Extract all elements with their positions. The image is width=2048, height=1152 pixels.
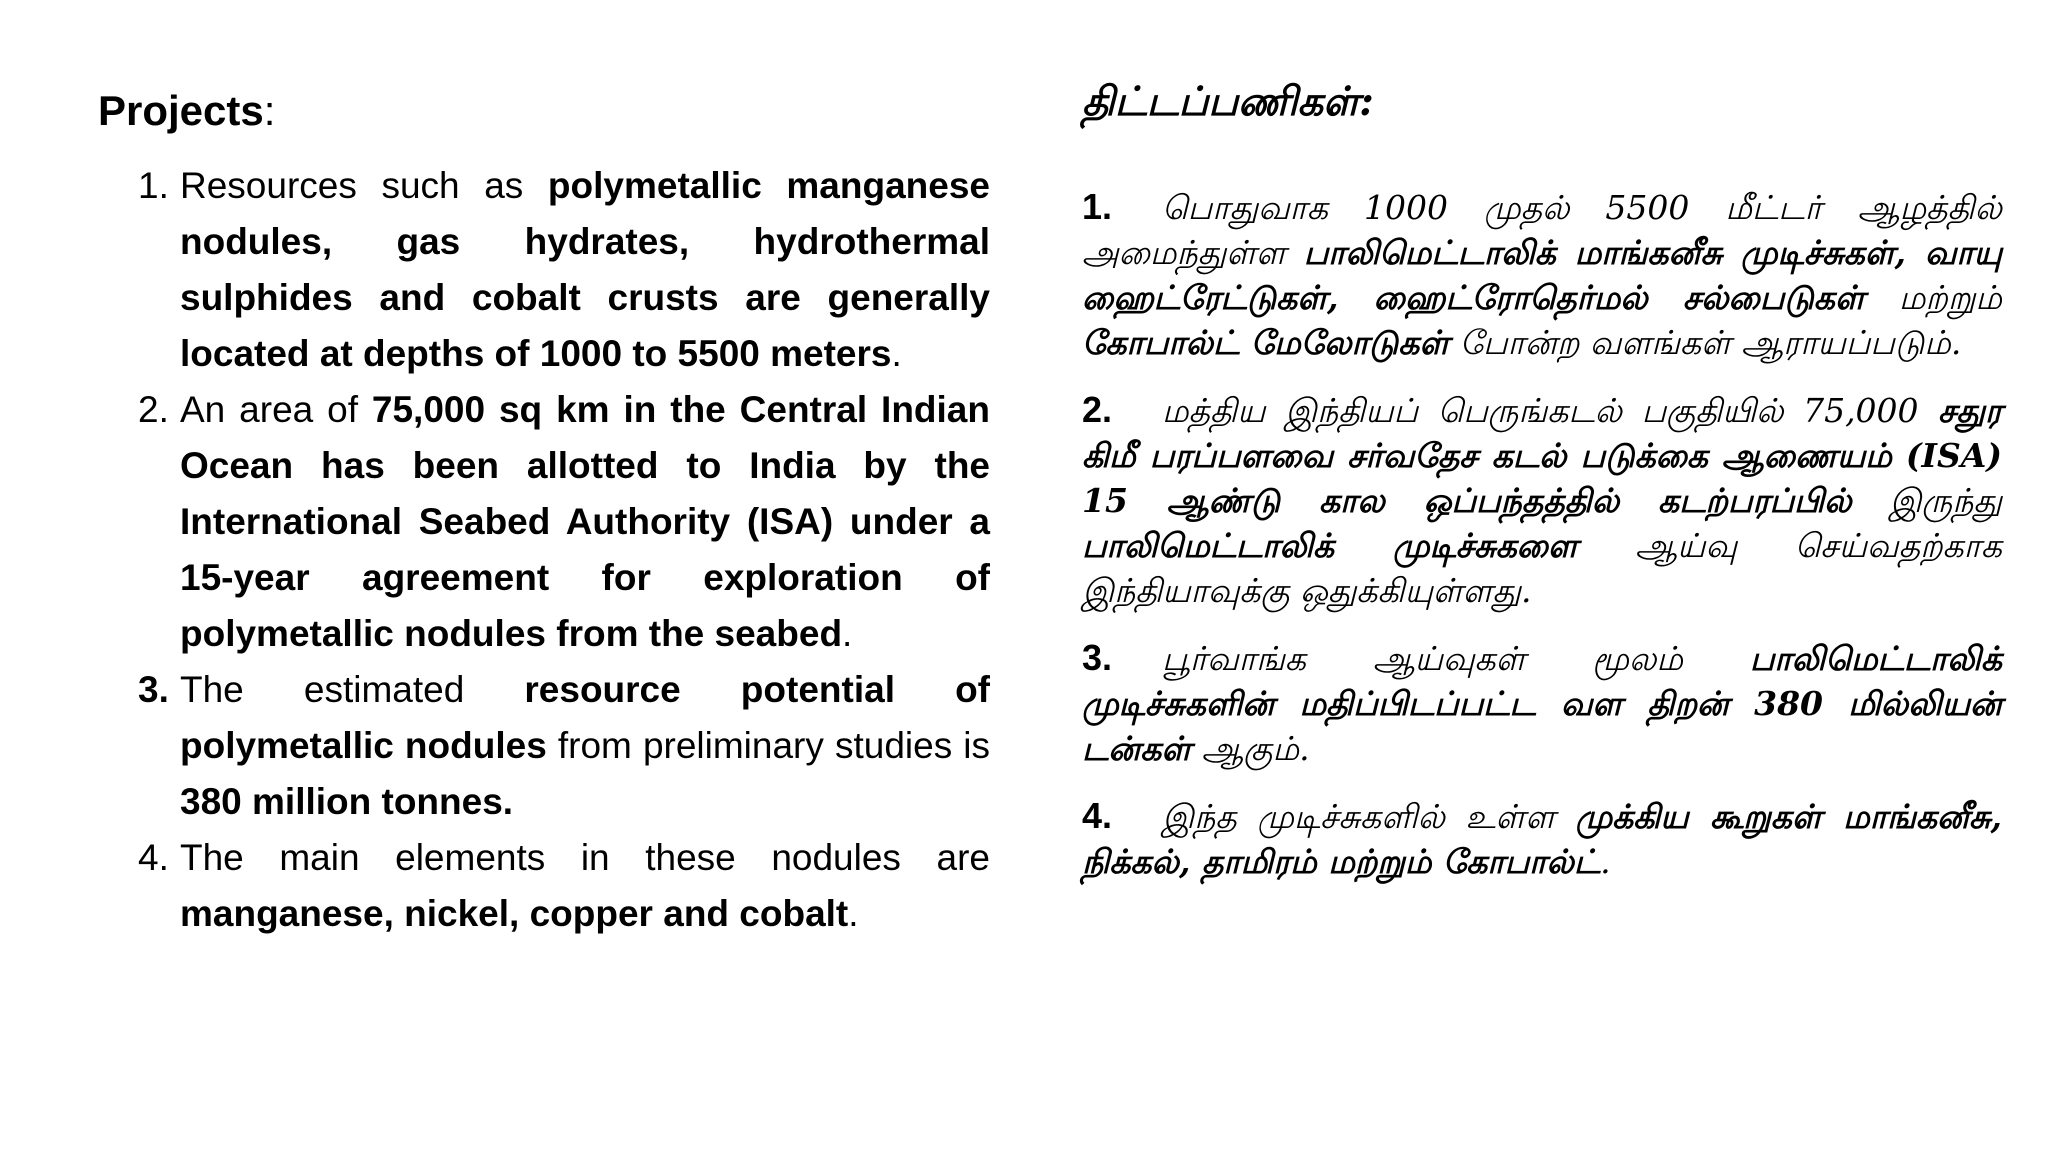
english-list xyxy=(98,158,990,942)
item-text xyxy=(180,669,990,822)
bold-text-run: 380 million tonnes. xyxy=(180,781,514,823)
text-run: இருந்து xyxy=(1851,481,2002,520)
text-run: Resources such as xyxy=(180,165,548,207)
tamil-list xyxy=(1082,184,2002,884)
item-text xyxy=(1082,391,2002,610)
bold-text-run: 75,000 sq km in the Central Indian Ocean has been allotted to India by the International Seabed Authority (ISA) under a 15-year agreement for exploration of polymetallic nodules from the seabed xyxy=(180,389,990,655)
bold-text-run: சதுர கிமீ பரப்பளவை சர்வதேச கடல் படுக்கை ஆணையம் (ISA) 15 ஆண்டு கால ஒப்பந்தத்தில் கடற்பரப்பில் xyxy=(1082,391,2002,520)
text-run: from preliminary studies is xyxy=(546,725,990,767)
text-run: பொதுவாக 1000 முதல் 5500 மீட்டர் ஆழத்தில் அமைந்துள்ள xyxy=(1082,188,2002,272)
item-number: 2. xyxy=(138,389,169,431)
english-list-item-2 xyxy=(138,382,990,662)
english-column xyxy=(98,86,990,942)
text-run: இந்த முடிச்சுகளில் உள்ள xyxy=(1162,797,1576,836)
bold-text-run: பாலிமெட்டாலிக் முடிச்சுகளின் மதிப்பிடப்பட்ட வள திறன் 380 மில்லியன் டன்கள் xyxy=(1082,639,2002,768)
item-number: 1. xyxy=(1082,186,1113,227)
text-run: An area of xyxy=(180,389,372,431)
tamil-column xyxy=(1082,78,2002,906)
item-text xyxy=(1082,797,2002,881)
bold-text-run: பாலிமெட்டாலிக் முடிச்சுகளை xyxy=(1082,526,1578,565)
item-text xyxy=(180,165,990,374)
item-number: 1. xyxy=(138,165,169,207)
text-run: The main elements in these nodules are xyxy=(180,837,990,879)
english-list-item-3 xyxy=(138,662,990,830)
tamil-list-item-4 xyxy=(1082,793,2002,884)
text-run: The estimated xyxy=(180,669,525,711)
tamil-list-item-3 xyxy=(1082,635,2002,771)
text-run: மற்றும் xyxy=(1864,278,2002,317)
item-number: 2. xyxy=(1082,389,1113,430)
text-run: ஆகும். xyxy=(1191,729,1310,768)
bold-text-run: resource potential of polymetallic nodules xyxy=(180,669,990,767)
english-list-item-1 xyxy=(138,158,990,382)
item-text xyxy=(1082,639,2002,768)
english-list-item-4 xyxy=(138,830,990,942)
bold-text-run: முக்கிய கூறுகள் மாங்கனீசு, நிக்கல், தாமிரம் மற்றும் கோபால்ட் xyxy=(1082,797,2002,881)
item-number: 4. xyxy=(1082,795,1113,836)
item-number: 4. xyxy=(138,837,169,879)
bold-text-run: பாலிமெட்டாலிக் மாங்கனீசு முடிச்சுகள், வாயு ஹைட்ரேட்டுகள், ஹைட்ரோதெர்மல் சல்பைடுகள் xyxy=(1082,233,2002,317)
bold-text-run: கோபால்ட் மேலோடுகள் xyxy=(1082,323,1450,362)
text-run: போன்ற வளங்கள் ஆராயப்படும். xyxy=(1449,323,1962,362)
text-run: . xyxy=(842,613,853,655)
text-run: . xyxy=(1600,842,1611,881)
item-text xyxy=(180,837,990,934)
tamil-heading: திட்டப்பணிகள்: xyxy=(1082,78,1374,125)
item-number: 3. xyxy=(138,669,169,711)
tamil-list-item-1 xyxy=(1082,184,2002,365)
item-text xyxy=(180,389,990,654)
item-text xyxy=(1082,188,2002,362)
item-number: 3. xyxy=(1082,637,1113,678)
english-heading: Projects: xyxy=(98,87,276,134)
bold-text-run: polymetallic manganese nodules, gas hydrates, hydrothermal sulphides and cobalt crusts are generally located at depths of 1000 to 5500 meters xyxy=(180,165,990,375)
text-run: ஆய்வு செய்வதற்காக இந்தியாவுக்கு ஒதுக்கியுள்ளது. xyxy=(1082,526,2002,610)
text-run: மத்திய இந்தியப் பெருங்கடல் பகுதியில் 75,000 xyxy=(1162,391,1939,430)
text-run: பூர்வாங்க ஆய்வுகள் மூலம் xyxy=(1162,639,1750,678)
bold-text-run: manganese, nickel, copper and cobalt xyxy=(180,893,849,935)
text-run: . xyxy=(891,333,902,375)
tamil-list-item-2 xyxy=(1082,387,2002,613)
text-run: . xyxy=(848,893,859,935)
